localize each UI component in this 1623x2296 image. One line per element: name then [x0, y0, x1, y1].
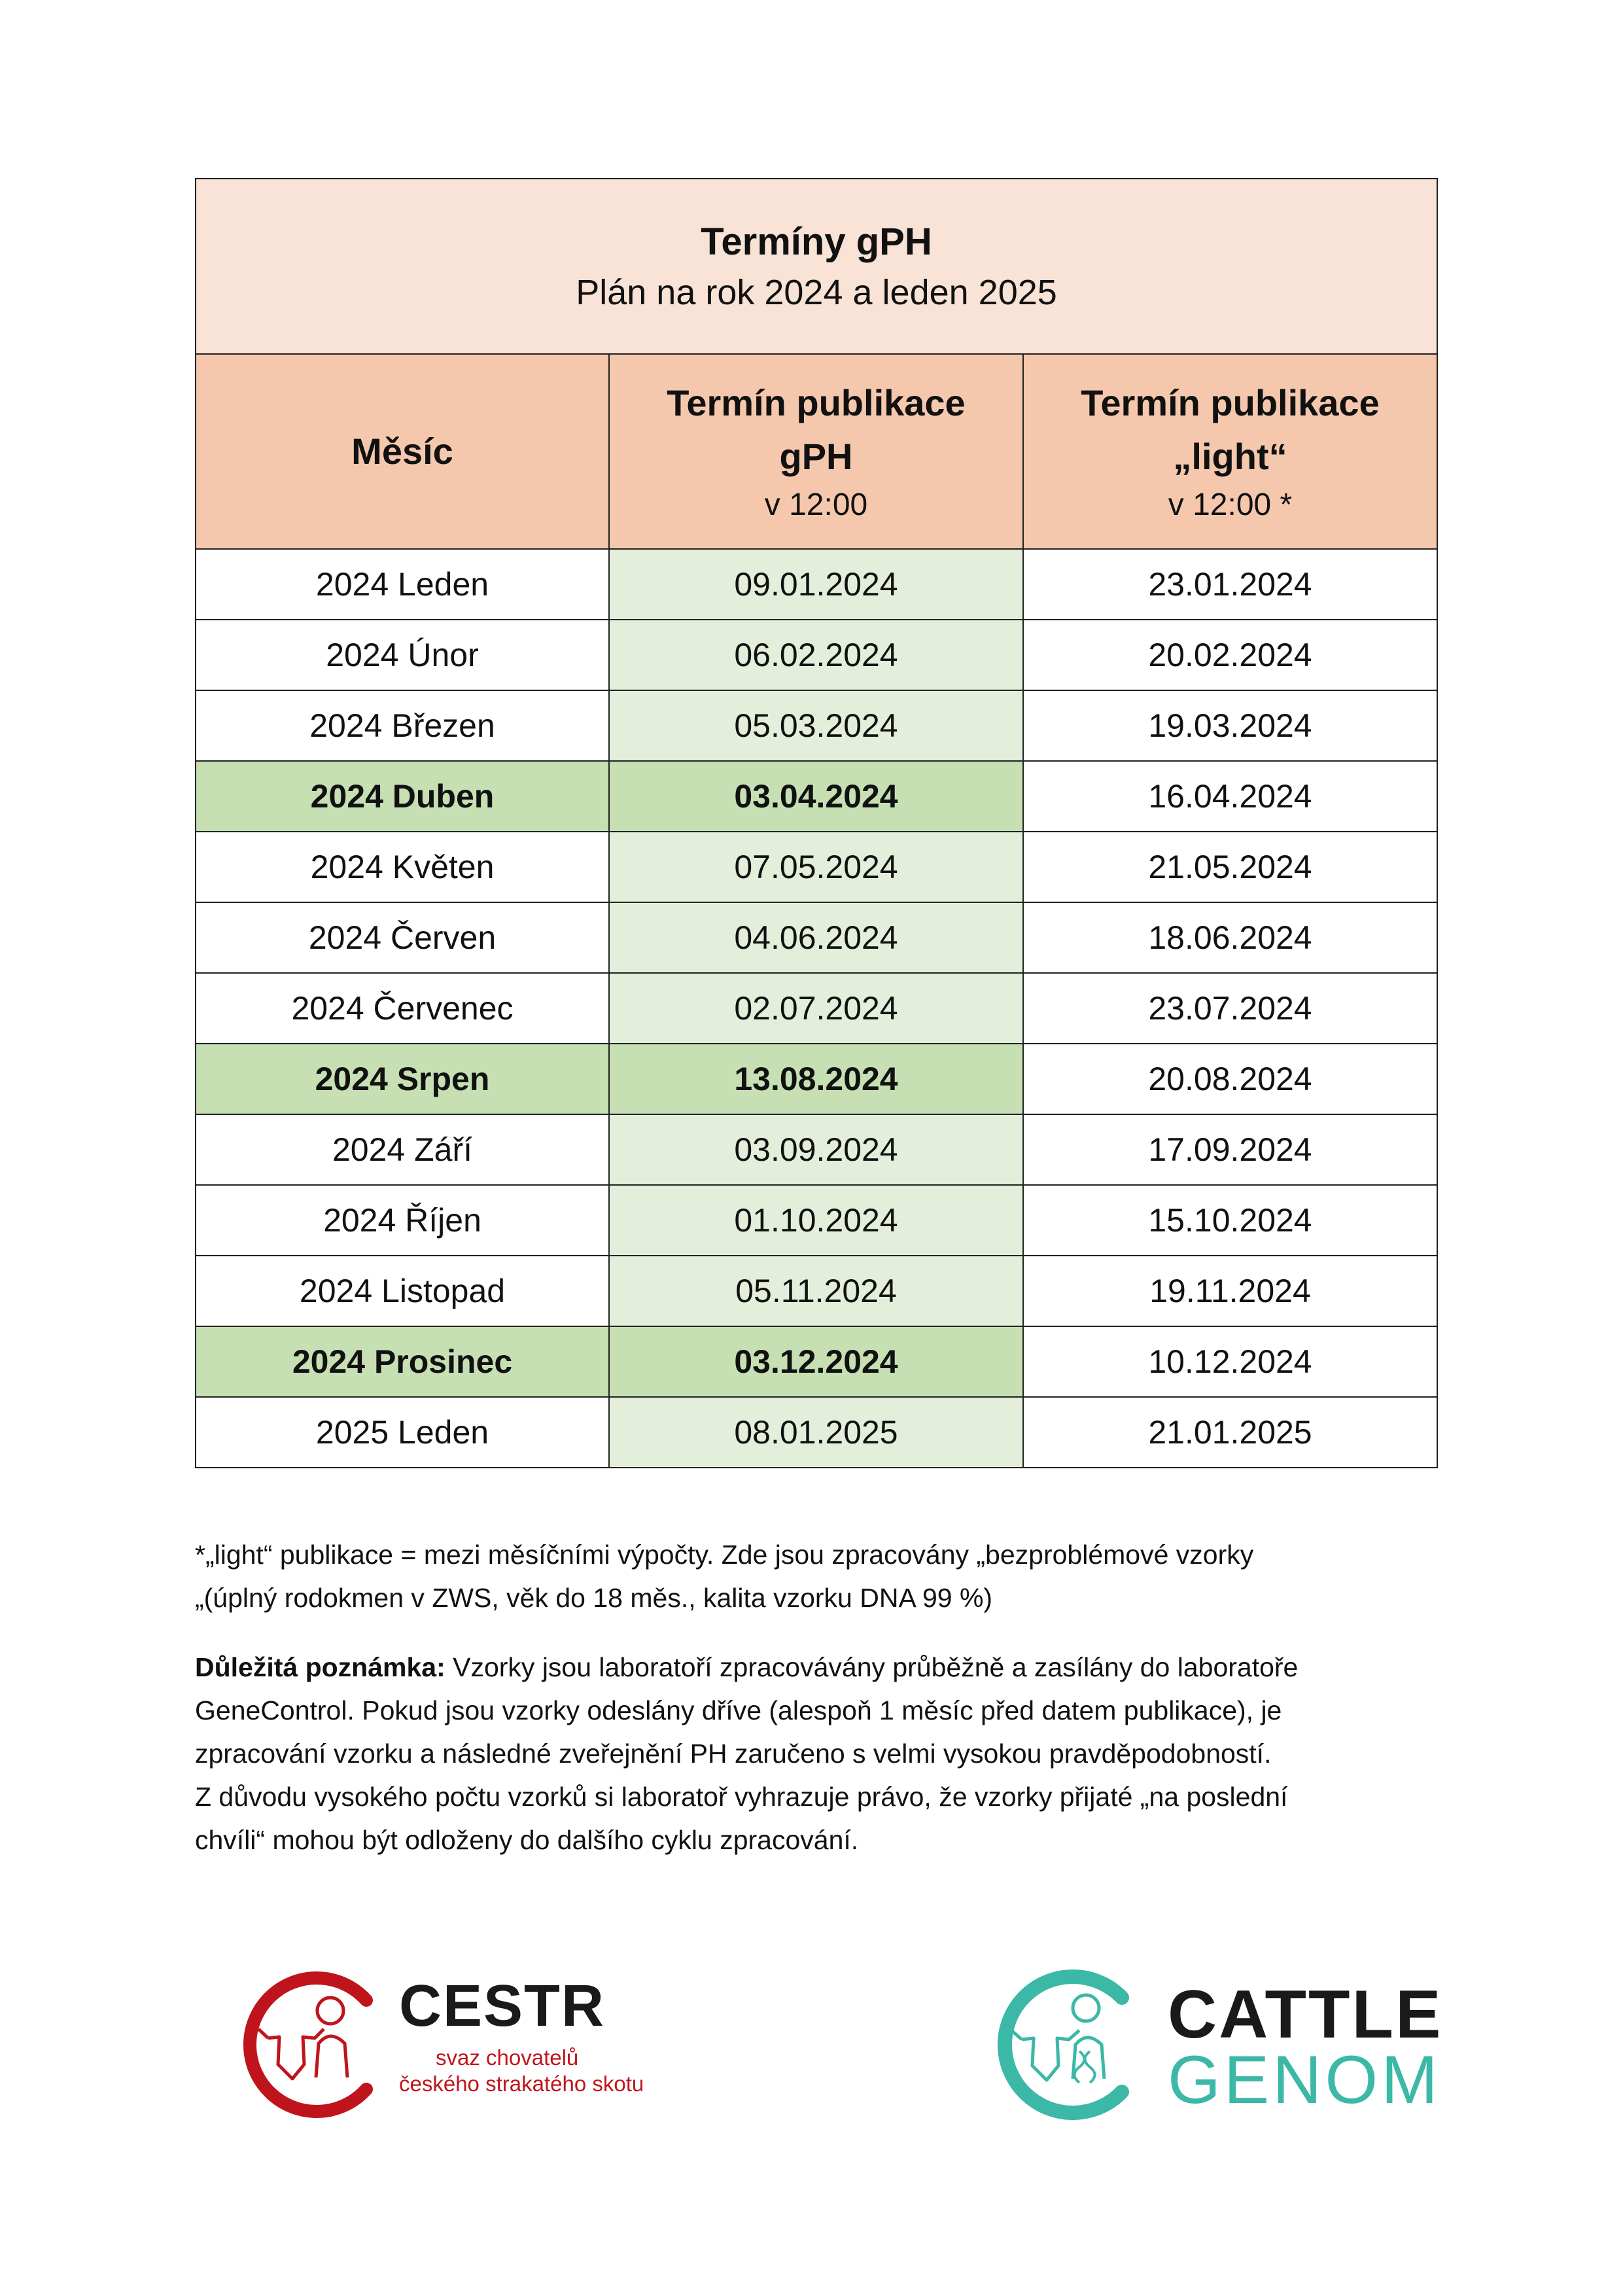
gph-date-cell: 03.12.2024 — [609, 1326, 1023, 1397]
column-header-month — [196, 354, 609, 549]
cestr-logo-name: CESTR — [399, 1973, 606, 2039]
column-header-gph-line1: Termín publikace — [667, 382, 966, 423]
gph-date-cell: 02.07.2024 — [609, 973, 1023, 1044]
schedule-table — [195, 178, 1438, 1468]
cattle-genom-logo-word1: CATTLE — [1168, 1977, 1443, 2053]
table-row — [196, 973, 1437, 1044]
cestr-logo-subtitle-line: svaz chovatelů — [436, 2045, 579, 2070]
table-row — [196, 1044, 1437, 1114]
table-row — [196, 690, 1437, 761]
important-note-label: Důležitá poznámka: — [195, 1652, 445, 1682]
gph-date-cell: 01.10.2024 — [609, 1185, 1023, 1256]
table-row — [196, 1185, 1437, 1256]
gph-date-cell: 03.09.2024 — [609, 1114, 1023, 1185]
page-subtitle: Plán na rok 2024 a leden 2025 — [576, 273, 1057, 312]
cattle-genom-logo — [981, 1966, 1443, 2123]
table-row — [196, 1397, 1437, 1468]
light-date-cell: 20.02.2024 — [1023, 620, 1437, 690]
important-note-line: chvíli“ mohou být odloženy do dalšího cyklu zpracování. — [195, 1825, 859, 1855]
table-title-cell — [196, 179, 1437, 354]
month-cell: 2024 Červenec — [196, 973, 609, 1044]
important-note-line: Z důvodu vysokého počtu vzorků si laboratoř vyhrazuje právo, že vzorky přijaté „na poslední — [195, 1782, 1288, 1812]
cestr-logo-subtitle-line: českého strakatého skotu — [399, 2072, 644, 2096]
light-date-cell: 20.08.2024 — [1023, 1044, 1437, 1114]
month-cell: 2024 Leden — [196, 549, 609, 620]
footnote — [195, 1533, 1438, 1619]
month-cell: 2024 Září — [196, 1114, 609, 1185]
gph-date-cell: 07.05.2024 — [609, 832, 1023, 902]
light-date-cell: 10.12.2024 — [1023, 1326, 1437, 1397]
column-header-month-label: Měsíc — [351, 431, 453, 472]
column-header-gph — [609, 354, 1023, 549]
cestr-emblem-icon — [232, 1966, 389, 2123]
light-date-cell: 23.07.2024 — [1023, 973, 1437, 1044]
column-header-light-line2: „light“ — [1173, 436, 1287, 477]
table-row — [196, 1256, 1437, 1326]
month-cell: 2024 Listopad — [196, 1256, 609, 1326]
important-note-line: GeneControl. Pokud jsou vzorky odeslány dříve (alespoň 1 měsíc před datem publikace), je — [195, 1695, 1282, 1725]
column-header-gph-line2: gPH — [779, 436, 853, 477]
table-row — [196, 549, 1437, 620]
month-cell: 2024 Únor — [196, 620, 609, 690]
column-header-light — [1023, 354, 1437, 549]
light-date-cell: 15.10.2024 — [1023, 1185, 1437, 1256]
important-note-line: zpracování vzorku a následné zveřejnění PH zaručeno s velmi vysokou pravděpodobností. — [195, 1739, 1272, 1769]
footnote-line: *„light“ publikace = mezi měsíčními výpočty. Zde jsou zpracovány „bezproblémové vzorky — [195, 1540, 1254, 1570]
cestr-logo — [232, 1966, 664, 2123]
cattle-genom-logo-word2: GENOM — [1168, 2042, 1441, 2118]
table-row — [196, 1114, 1437, 1185]
light-date-cell: 16.04.2024 — [1023, 761, 1437, 832]
light-date-cell: 18.06.2024 — [1023, 902, 1437, 973]
light-date-cell: 19.11.2024 — [1023, 1256, 1437, 1326]
light-date-cell: 21.05.2024 — [1023, 832, 1437, 902]
table-body — [196, 549, 1437, 1468]
column-header-light-line1: Termín publikace — [1081, 382, 1380, 423]
table-row — [196, 761, 1437, 832]
cestr-logo-subtitle — [399, 2045, 644, 2097]
table-row — [196, 1326, 1437, 1397]
page-title: Termíny gPH — [701, 221, 932, 263]
month-cell: 2024 Březen — [196, 690, 609, 761]
month-cell: 2024 Říjen — [196, 1185, 609, 1256]
gph-date-cell: 13.08.2024 — [609, 1044, 1023, 1114]
month-cell: 2024 Srpen — [196, 1044, 609, 1114]
gph-date-cell: 05.11.2024 — [609, 1256, 1023, 1326]
gph-date-cell: 03.04.2024 — [609, 761, 1023, 832]
gph-date-cell: 08.01.2025 — [609, 1397, 1023, 1468]
column-header-light-time: v 12:00 * — [1168, 487, 1293, 522]
column-header-gph-time: v 12:00 — [764, 487, 868, 522]
light-date-cell: 21.01.2025 — [1023, 1397, 1437, 1468]
month-cell: 2024 Červen — [196, 902, 609, 973]
month-cell: 2024 Květen — [196, 832, 609, 902]
gph-date-cell: 06.02.2024 — [609, 620, 1023, 690]
table-row — [196, 620, 1437, 690]
table-row — [196, 902, 1437, 973]
month-cell: 2025 Leden — [196, 1397, 609, 1468]
important-note — [195, 1646, 1438, 1862]
gph-date-cell: 04.06.2024 — [609, 902, 1023, 973]
light-date-cell: 19.03.2024 — [1023, 690, 1437, 761]
gph-date-cell: 09.01.2024 — [609, 549, 1023, 620]
table-row — [196, 832, 1437, 902]
month-cell: 2024 Duben — [196, 761, 609, 832]
light-date-cell: 23.01.2024 — [1023, 549, 1437, 620]
footnote-line: „(úplný rodokmen v ZWS, věk do 18 měs., kalita vzorku DNA 99 %) — [195, 1583, 993, 1613]
light-date-cell: 17.09.2024 — [1023, 1114, 1437, 1185]
important-note-text: Vzorky jsou laboratoří zpracovávány průběžně a zasílány do laboratoře — [445, 1652, 1299, 1682]
cattle-genom-emblem-icon — [981, 1966, 1151, 2123]
month-cell: 2024 Prosinec — [196, 1326, 609, 1397]
important-note-line — [195, 1646, 1438, 1689]
gph-date-cell: 05.03.2024 — [609, 690, 1023, 761]
